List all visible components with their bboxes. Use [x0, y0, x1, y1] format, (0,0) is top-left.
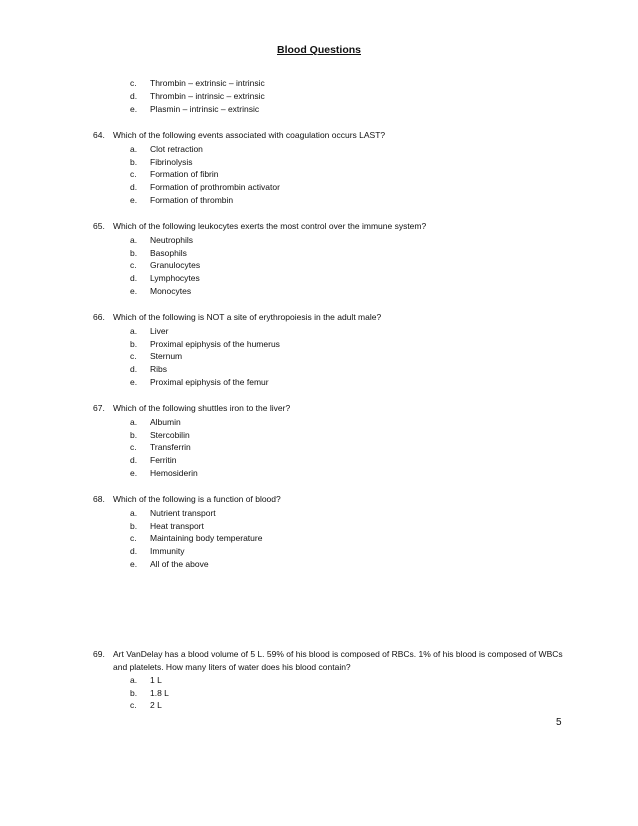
option-letter: a.: [130, 675, 138, 685]
option-text: Stercobilin: [150, 430, 190, 440]
option-letter: c.: [130, 169, 137, 179]
option-69-b: [130, 687, 169, 700]
option-text: Formation of fibrin: [150, 169, 219, 179]
option-text: Nutrient transport: [150, 508, 216, 518]
option-text: Proximal epiphysis of the humerus: [150, 339, 280, 349]
option-text: Clot retraction: [150, 144, 203, 154]
option-64-e: [130, 194, 233, 207]
option-63-d: [130, 90, 265, 103]
option-67-c: [130, 441, 191, 454]
option-68-c: [130, 532, 262, 545]
option-67-d: [130, 454, 176, 467]
option-66-d: [130, 363, 167, 376]
question-65: [93, 220, 563, 233]
page-number: 5: [556, 717, 562, 728]
option-text: Hemosiderin: [150, 468, 198, 478]
option-letter: e.: [130, 559, 138, 569]
page-title: Blood Questions: [277, 44, 361, 56]
option-letter: a.: [130, 326, 138, 336]
option-letter: b.: [130, 248, 138, 258]
option-66-c: [130, 350, 182, 363]
question-69: [93, 648, 563, 673]
question-number: 67.: [93, 403, 105, 413]
option-67-a: [130, 416, 181, 429]
option-text: Transferrin: [150, 442, 191, 452]
option-text: Formation of thrombin: [150, 195, 234, 205]
option-text: Fibrinolysis: [150, 157, 193, 167]
option-text: Thrombin – extrinsic – intrinsic: [150, 78, 265, 88]
option-68-d: [130, 545, 184, 558]
option-65-a: [130, 234, 193, 247]
option-67-b: [130, 429, 190, 442]
option-letter: d.: [130, 91, 138, 101]
option-text: Proximal epiphysis of the femur: [150, 377, 269, 387]
option-66-a: [130, 325, 168, 338]
option-letter: a.: [130, 508, 138, 518]
option-63-c: [130, 77, 265, 90]
question-number: 66.: [93, 312, 105, 322]
option-letter: c.: [130, 442, 137, 452]
option-69-a: [130, 674, 162, 687]
option-text: Immunity: [150, 546, 185, 556]
option-69-c: [130, 699, 162, 712]
option-letter: e.: [130, 195, 138, 205]
option-text: Neutrophils: [150, 235, 193, 245]
option-letter: d.: [130, 182, 138, 192]
option-letter: c.: [130, 700, 137, 710]
option-text: Formation of prothrombin activator: [150, 182, 280, 192]
option-text: Monocytes: [150, 286, 192, 296]
question-64: [93, 129, 563, 142]
option-letter: b.: [130, 157, 138, 167]
option-text: All of the above: [150, 559, 209, 569]
option-text: Liver: [150, 326, 169, 336]
option-65-e: [130, 285, 191, 298]
option-letter: d.: [130, 455, 138, 465]
question-text: Art VanDelay has a blood volume of 5 L. 59% of his blood is composed of RBCs. 1% of his blood is composed of WBCs and platelets. How many liters of water does his blood contain?: [113, 649, 563, 672]
option-letter: b.: [130, 688, 138, 698]
option-letter: c.: [130, 351, 137, 361]
option-text: Maintaining body temperature: [150, 533, 263, 543]
option-letter: e.: [130, 377, 138, 387]
option-64-d: [130, 181, 280, 194]
option-68-b: [130, 520, 204, 533]
option-65-c: [130, 259, 200, 272]
option-letter: d.: [130, 546, 138, 556]
option-letter: a.: [130, 235, 138, 245]
question-text: Which of the following events associated with coagulation occurs LAST?: [113, 130, 386, 140]
option-67-e: [130, 467, 198, 480]
option-letter: c.: [130, 78, 137, 88]
option-66-b: [130, 338, 280, 351]
option-text: Lymphocytes: [150, 273, 200, 283]
option-text: Plasmin – intrinsic – extrinsic: [150, 104, 260, 114]
question-number: 65.: [93, 221, 105, 231]
question-number: 69.: [93, 649, 105, 659]
option-text: 1 L: [150, 675, 162, 685]
option-letter: b.: [130, 339, 138, 349]
option-letter: e.: [130, 468, 138, 478]
option-64-a: [130, 143, 203, 156]
option-letter: c.: [130, 533, 137, 543]
option-letter: d.: [130, 273, 138, 283]
option-letter: b.: [130, 521, 138, 531]
option-letter: c.: [130, 260, 137, 270]
option-text: 2 L: [150, 700, 162, 710]
question-text: Which of the following is a function of blood?: [113, 494, 281, 504]
question-67: [93, 402, 563, 415]
option-text: Granulocytes: [150, 260, 201, 270]
question-66: [93, 311, 563, 324]
question-text: Which of the following is NOT a site of erythropoiesis in the adult male?: [113, 312, 382, 322]
option-letter: a.: [130, 417, 138, 427]
option-63-e: [130, 103, 259, 116]
option-text: 1.8 L: [150, 688, 169, 698]
question-number: 68.: [93, 494, 105, 504]
option-68-a: [130, 507, 216, 520]
option-64-c: [130, 168, 219, 181]
option-text: Albumin: [150, 417, 181, 427]
option-text: Heat transport: [150, 521, 204, 531]
option-68-e: [130, 558, 209, 571]
option-65-d: [130, 272, 200, 285]
option-letter: b.: [130, 430, 138, 440]
option-letter: a.: [130, 144, 138, 154]
option-text: Basophils: [150, 248, 187, 258]
question-68: [93, 493, 563, 506]
option-text: Ribs: [150, 364, 168, 374]
option-text: Thrombin – intrinsic – extrinsic: [150, 91, 265, 101]
option-letter: e.: [130, 104, 138, 114]
option-65-b: [130, 247, 187, 260]
option-text: Sternum: [150, 351, 183, 361]
question-text: Which of the following leukocytes exerts the most control over the immune system?: [113, 221, 427, 231]
option-64-b: [130, 156, 193, 169]
option-text: Ferritin: [150, 455, 177, 465]
question-number: 64.: [93, 130, 105, 140]
option-66-e: [130, 376, 269, 389]
option-letter: e.: [130, 286, 138, 296]
option-letter: d.: [130, 364, 138, 374]
question-text: Which of the following shuttles iron to the liver?: [113, 403, 291, 413]
